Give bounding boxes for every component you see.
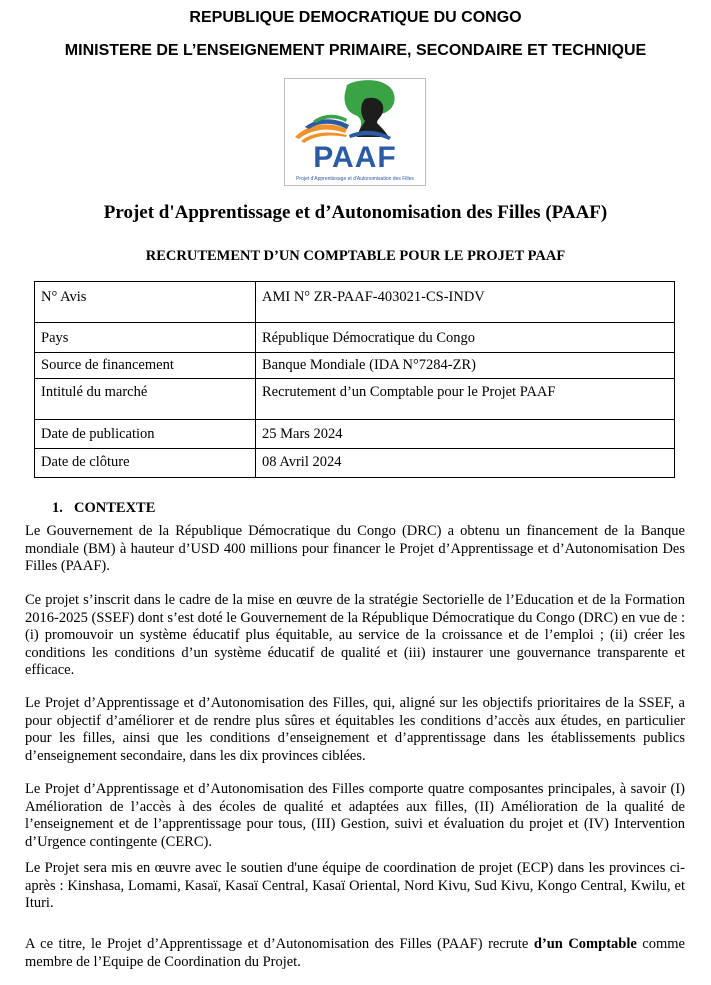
closing-paragraph: [25, 936, 685, 971]
paaf-logo: [284, 78, 426, 186]
paragraph: Le Projet d’Apprentissage et d’Autonomisation des Filles comporte quatre composantes principales, à savoir (I) Amélioration de l’accès à des écoles de qualité et adaptées aux filles, (II) Amélioration de la qualité de l’enseignement et de l’apprentissage pour tous, (III) Gestion, suivi et évaluation du projet et (IV) Intervention d’Urgence contingente (CERC).: [25, 781, 685, 850]
table-label: Source de financement: [35, 353, 256, 379]
paragraph: Le Gouvernement de la République Démocratique du Congo (DRC) a obtenu un financement de la Banque mondiale (BM) à hauteur d’USD 400 millions pour financer le Projet d’Apprentissage et d’Autonomisation Des Filles (PAAF).: [25, 523, 685, 574]
table-label: Pays: [35, 323, 256, 353]
closing-text-end: comme membre de l’Equipe de Coordination du Projet.: [25, 936, 685, 970]
table-row: [35, 449, 675, 478]
project-title: Projet d'Apprentissage et d’Autonomisation des Filles (PAAF): [103, 202, 608, 223]
table-row: [35, 353, 675, 379]
recruitment-heading: RECRUTEMENT D’UN COMPTABLE POUR LE PROJET PAAF: [145, 248, 566, 264]
closing-bold-role: d’un Comptable: [533, 936, 637, 952]
table-label: Date de publication: [35, 420, 256, 449]
table-label: Date de clôture: [35, 449, 256, 478]
logo-tagline: Projet d'Apprentissage et d'Autonomisation des Filles: [296, 176, 414, 182]
table-value: Recrutement d’un Comptable pour le Projet PAAF: [256, 379, 675, 420]
table-row: [35, 379, 675, 420]
country-heading: REPUBLIQUE DEMOCRATIQUE DU CONGO: [189, 9, 522, 26]
table-value: 08 Avril 2024: [256, 449, 675, 478]
table-label: Intitulé du marché: [35, 379, 256, 420]
table-value: AMI N° ZR-PAAF-403021-CS-INDV: [256, 282, 675, 323]
closing-text: A ce titre, le Projet d’Apprentissage et d’Autonomisation des Filles (PAAF) recrute: [25, 936, 534, 952]
table-value: 25 Mars 2024: [256, 420, 675, 449]
table-row: [35, 420, 675, 449]
section-title: CONTEXTE: [74, 500, 156, 516]
section-heading-contexte: [52, 500, 155, 517]
paragraph: Le Projet d’Apprentissage et d’Autonomisation des Filles, qui, aligné sur les objectifs prioritaires de la SSEF, a pour objectif d’améliorer et de rendre plus sûres et équitables les conditions d’accès aux études, en particulier pour les filles, ainsi que les conditions d’enseignement et d’apprentissage dans les établissements publics d’enseignement secondaire, dans les dix provinces ciblées.: [25, 695, 685, 764]
section-number: 1.: [52, 500, 63, 516]
table-label: N° Avis: [35, 282, 256, 323]
logo-wordmark: PAAF: [313, 141, 397, 174]
table-value: République Démocratique du Congo: [256, 323, 675, 353]
ministry-heading: MINISTERE DE L’ENSEIGNEMENT PRIMAIRE, SECONDAIRE ET TECHNIQUE: [64, 42, 647, 59]
table-row: [35, 323, 675, 353]
paragraph: Ce projet s’inscrit dans le cadre de la mise en œuvre de la stratégie Sectorielle de l’Education et de la Formation 2016-2025 (SSEF) dont s’est doté le Gouvernement de la République Démocratique du Congo (DRC) en vue de : (i) promouvoir un système éducatif plus équitable, au service de la croissance et de l’emploi ; (ii) créer les conditions les conditions d’un système éducatif de qualité et (iii) instaurer une gouvernance transparente et efficace.: [25, 592, 685, 678]
table-value: Banque Mondiale (IDA N°7284-ZR): [256, 353, 675, 379]
table-row: [35, 282, 675, 323]
notice-info-table: [34, 281, 675, 478]
paragraph: Le Projet sera mis en œuvre avec le soutien d'une équipe de coordination de projet (ECP) dans les provinces ci-après : Kinshasa, Lomami, Kasaï, Kasaï Central, Kasaï Oriental, Nord Kivu, Sud Kivu, Kongo Central, Kwilu, et Ituri.: [25, 860, 685, 911]
